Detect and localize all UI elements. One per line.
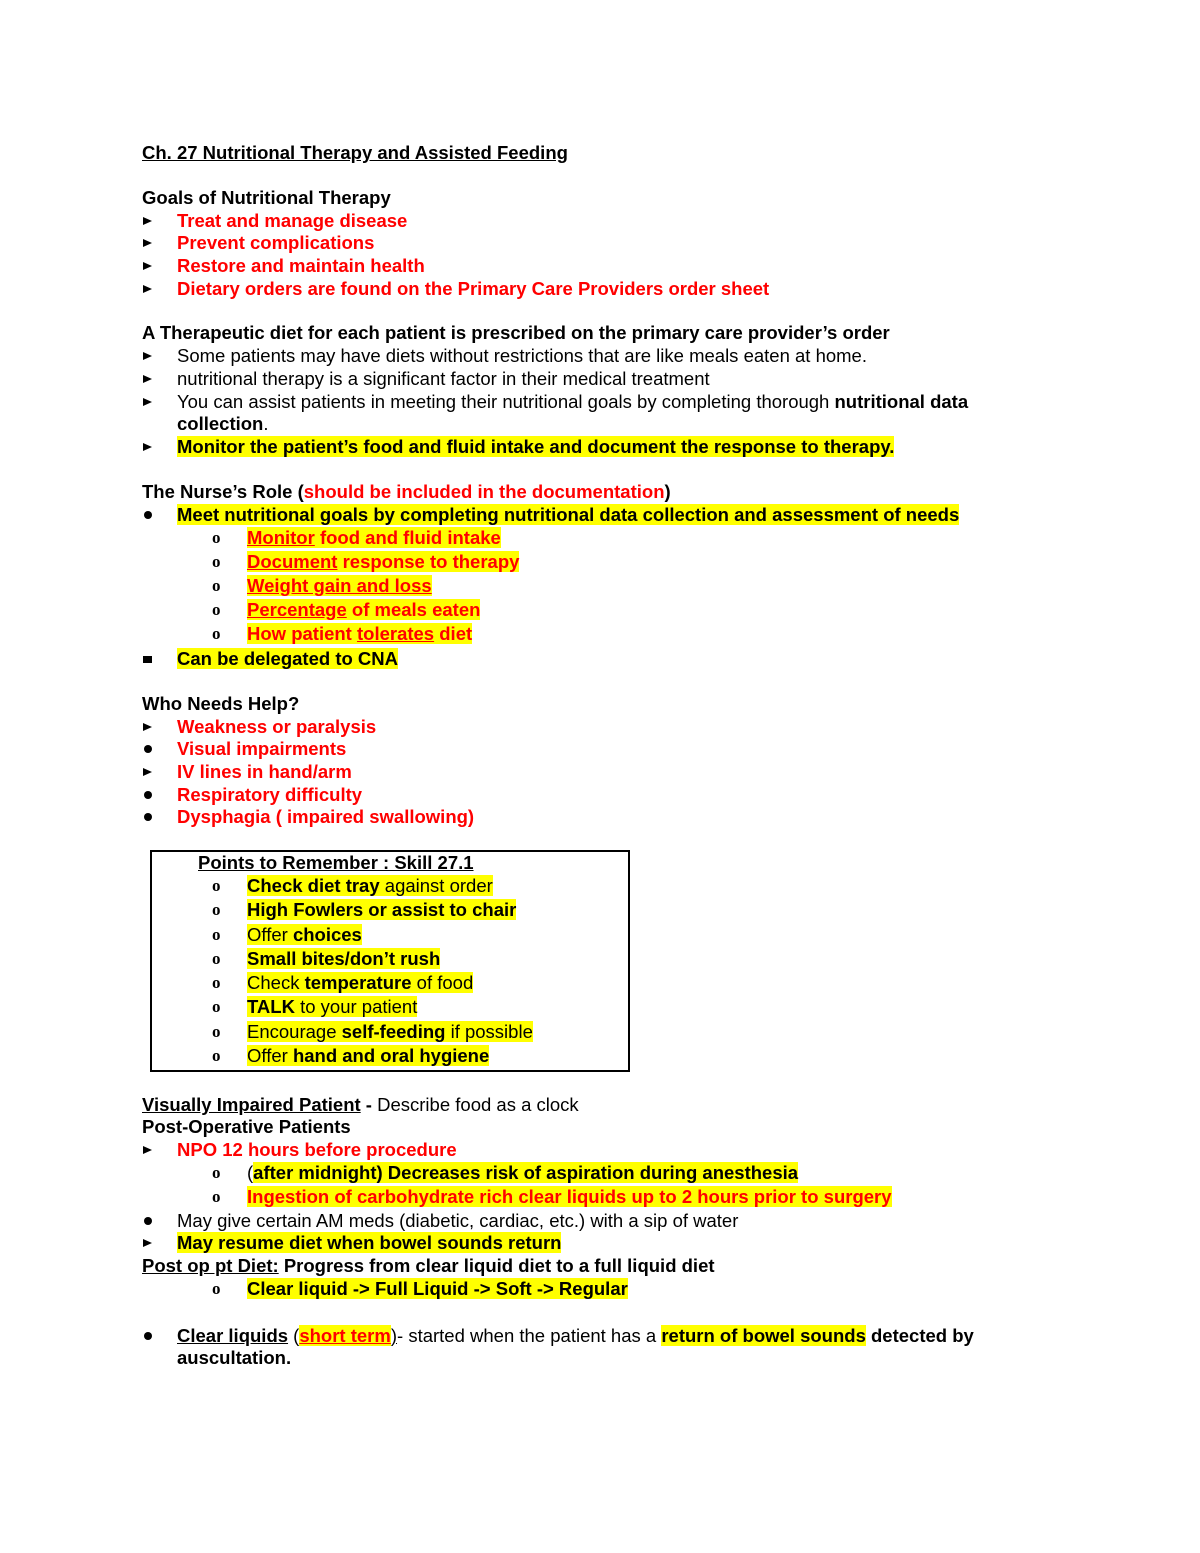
arrow-bullet-icon — [142, 716, 162, 738]
clear-liquids-label: Clear liquids — [177, 1325, 289, 1346]
bold-text: self-feeding — [341, 1021, 446, 1042]
point-text: Offer — [247, 924, 293, 945]
clear-liquids-text: - started when the patient has a — [397, 1325, 662, 1346]
point-text: Check — [247, 972, 305, 993]
nurse-role-sub — [247, 623, 472, 645]
therapeutic-item-bold: nutritional data — [834, 391, 969, 412]
sub-bullet-marker: o — [212, 949, 221, 968]
sub-bullet-marker: o — [212, 1279, 221, 1298]
nurse-role-sub — [247, 599, 480, 621]
clear-liquids-line — [177, 1325, 974, 1347]
sub-bullet-marker: o — [212, 1187, 221, 1206]
bold-text: Small bites/don’t rush — [247, 948, 441, 969]
sub-text: response to therapy — [337, 551, 520, 572]
highlighted-text: Monitor the patient’s food and fluid intake and document the response to therapy. — [177, 436, 895, 457]
paren-text: ( — [288, 1325, 300, 1346]
sub-bullet-marker: o — [212, 900, 221, 919]
arrow-bullet-icon — [142, 345, 162, 367]
therapeutic-item-bold: collection — [177, 413, 264, 434]
bold-text: TALK — [247, 996, 295, 1017]
point-text: to your patient — [294, 996, 418, 1017]
point-item — [247, 948, 440, 970]
bold-text: hand and oral hygiene — [292, 1045, 490, 1066]
points-box-heading: Points to Remember : Skill 27.1 — [198, 852, 474, 873]
highlighted-text: return of bowel sounds — [661, 1325, 866, 1346]
sub-text: of meals eaten — [346, 599, 481, 620]
sub-bullet-marker: o — [212, 624, 221, 643]
nurse-role-sub — [247, 527, 501, 549]
post-op-npo: NPO 12 hours before procedure — [177, 1139, 457, 1160]
arrow-bullet-icon — [142, 1232, 162, 1254]
goals-heading: Goals of Nutritional Therapy — [142, 187, 391, 208]
nurse-role-sub — [247, 575, 432, 597]
sub-bullet-marker: o — [212, 925, 221, 944]
paren-text: ) — [390, 1325, 398, 1346]
post-op-meds: May give certain AM meds (diabetic, cardiac, etc.) with a sip of water — [177, 1210, 739, 1231]
bold-text: temperature — [304, 972, 412, 993]
underlined-text: Document — [247, 551, 338, 572]
diet-label: Post op pt Diet: — [142, 1255, 279, 1276]
help-item: Weakness or paralysis — [177, 716, 377, 737]
point-item — [247, 1045, 489, 1067]
therapeutic-item — [177, 436, 894, 458]
page-title: Ch. 27 Nutritional Therapy and Assisted Feeding — [142, 142, 568, 163]
sub-bullet-marker: o — [212, 528, 221, 547]
highlighted-text: Ingestion of carbohydrate rich clear liquids up to 2 hours prior to surgery — [247, 1186, 892, 1207]
point-item — [247, 1021, 533, 1043]
point-item — [247, 996, 417, 1018]
heading-text: The Nurse’s Role ( — [142, 481, 304, 502]
help-item: Respiratory difficulty — [177, 784, 363, 805]
help-item: Visual impairments — [177, 738, 347, 759]
bold-text: choices — [292, 924, 362, 945]
therapeutic-item-text: . — [263, 413, 269, 434]
post-op-resume — [177, 1232, 561, 1254]
arrow-bullet-icon — [142, 436, 162, 458]
clear-liquids-bold: detected by — [865, 1325, 974, 1346]
highlighted-text: after midnight) Decreases risk of aspiration during anesthesia — [253, 1162, 799, 1183]
post-op-sub — [247, 1186, 892, 1208]
point-text: of food — [411, 972, 474, 993]
nurse-role-sub — [247, 551, 519, 573]
dot-bullet-icon — [142, 1325, 162, 1347]
therapeutic-item: Some patients may have diets without restrictions that are like meals eaten at home. — [177, 345, 867, 366]
arrow-bullet-icon — [142, 255, 162, 277]
diet-text: Progress from clear liquid diet to a full liquid diet — [278, 1255, 715, 1276]
point-item — [247, 924, 362, 946]
sub-bullet-marker: o — [212, 876, 221, 895]
sub-bullet-marker: o — [212, 600, 221, 619]
sub-bullet-marker: o — [212, 973, 221, 992]
visually-impaired-text: Describe food as a clock — [377, 1094, 579, 1115]
post-op-sub — [247, 1162, 798, 1184]
square-bullet-icon — [142, 648, 162, 670]
highlighted-text: Can be delegated to CNA — [177, 648, 398, 669]
point-text: against order — [379, 875, 493, 896]
highlighted-text: Clear liquid -> Full Liquid -> Soft -> Regular — [247, 1278, 628, 1299]
dot-bullet-icon — [142, 784, 162, 806]
point-text: if possible — [445, 1021, 533, 1042]
sub-text: How patient — [247, 623, 357, 644]
therapeutic-heading: A Therapeutic diet for each patient is prescribed on the primary care provider’s order — [142, 322, 890, 343]
underlined-text: tolerates — [356, 623, 435, 644]
point-item — [247, 899, 516, 921]
therapeutic-item-text: You can assist patients in meeting their nutritional goals by completing thorough — [177, 391, 835, 412]
help-item: IV lines in hand/arm — [177, 761, 352, 782]
arrow-bullet-icon — [142, 232, 162, 254]
post-op-heading: Post-Operative Patients — [142, 1116, 351, 1137]
nurse-role-delegate — [177, 648, 398, 670]
goal-item: Treat and manage disease — [177, 210, 408, 231]
highlighted-text: Meet nutritional goals by completing nutritional data collection and assessment of needs — [177, 504, 960, 525]
underlined-text: Percentage — [247, 599, 347, 620]
point-item — [247, 875, 493, 897]
help-item: Dysphagia ( impaired swallowing) — [177, 806, 475, 827]
therapeutic-item — [177, 391, 968, 413]
paren-text: ( — [247, 1162, 254, 1183]
sub-bullet-marker: o — [212, 576, 221, 595]
sub-text: food and fluid intake — [314, 527, 501, 548]
bold-text: Check diet tray — [247, 875, 380, 896]
dot-bullet-icon — [142, 806, 162, 828]
goal-item: Prevent complications — [177, 232, 375, 253]
dot-bullet-icon — [142, 1210, 162, 1232]
sub-bullet-marker: o — [212, 552, 221, 571]
sub-text: diet — [434, 623, 473, 644]
heading-text: ) — [664, 481, 671, 502]
arrow-bullet-icon — [142, 1139, 162, 1161]
arrow-bullet-icon — [142, 368, 162, 390]
short-term-text: short term — [299, 1325, 391, 1346]
dash-text: - — [360, 1094, 378, 1115]
arrow-bullet-icon — [142, 210, 162, 232]
arrow-bullet-icon — [142, 761, 162, 783]
arrow-bullet-icon — [142, 391, 162, 413]
dot-bullet-icon — [142, 504, 162, 526]
bold-text: High Fowlers or assist to chair — [247, 899, 517, 920]
who-needs-help-heading: Who Needs Help? — [142, 693, 300, 714]
sub-bullet-marker: o — [212, 1022, 221, 1041]
point-text: Encourage — [247, 1021, 342, 1042]
nurse-role-main — [177, 504, 959, 526]
sub-bullet-marker: o — [212, 1163, 221, 1182]
diet-progression — [247, 1278, 628, 1300]
therapeutic-item: nutritional therapy is a significant factor in their medical treatment — [177, 368, 710, 389]
highlighted-text: May resume diet when bowel sounds return — [177, 1232, 562, 1253]
point-item — [247, 972, 473, 994]
post-op-diet — [142, 1255, 715, 1277]
goal-item: Dietary orders are found on the Primary Care Providers order sheet — [177, 278, 770, 299]
underlined-text: Monitor — [247, 527, 315, 548]
heading-red-text: should be included in the documentation — [303, 481, 665, 502]
therapeutic-item-continued — [177, 413, 269, 435]
visually-impaired-line — [142, 1094, 579, 1116]
goal-item: Restore and maintain health — [177, 255, 425, 276]
sub-bullet-marker: o — [212, 997, 221, 1016]
dot-bullet-icon — [142, 738, 162, 760]
clear-liquids-continued: auscultation. — [177, 1347, 292, 1368]
sub-bullet-marker: o — [212, 1046, 221, 1065]
underlined-text: Weight gain and loss — [247, 575, 432, 596]
visually-impaired-label: Visually Impaired Patient — [142, 1094, 361, 1115]
nurse-role-heading — [142, 481, 671, 503]
point-text: Offer — [247, 1045, 293, 1066]
arrow-bullet-icon — [142, 278, 162, 300]
